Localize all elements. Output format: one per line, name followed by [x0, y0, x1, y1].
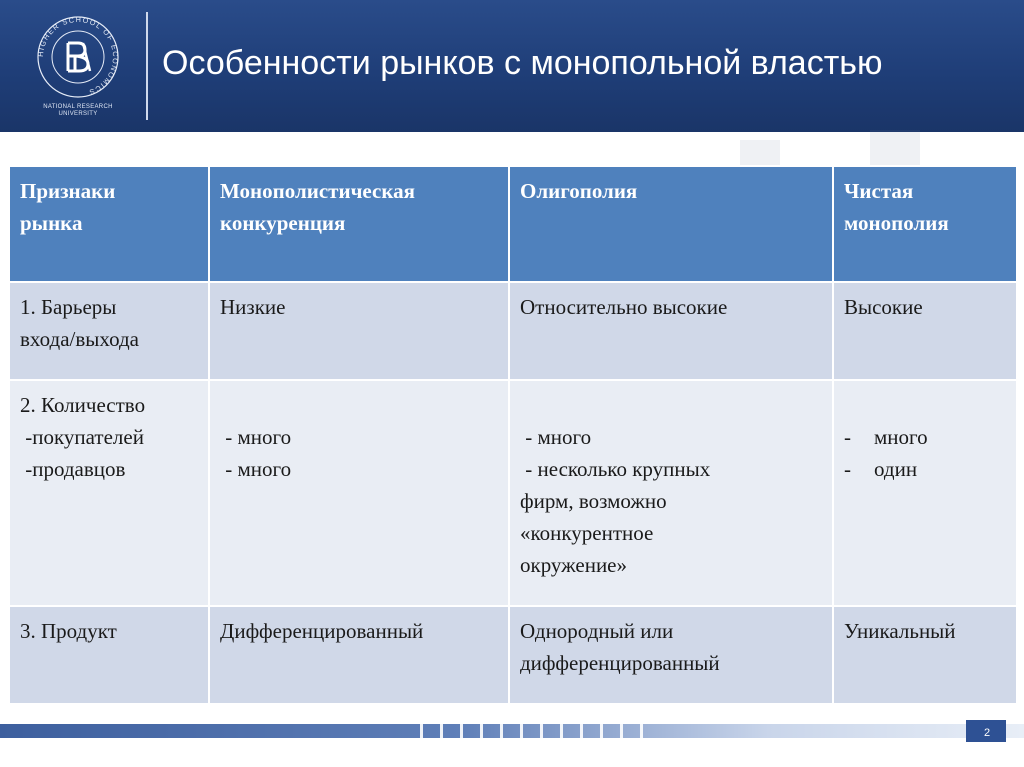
logo-caption-line: NATIONAL RESEARCH	[43, 104, 113, 110]
table-cell	[209, 606, 509, 704]
header-text: Чистая	[844, 179, 914, 203]
cell-text: 2. Количество	[20, 393, 146, 417]
cell-text: -продавцов	[20, 457, 126, 481]
cell-text: - много	[520, 425, 592, 449]
table-cell	[209, 282, 509, 380]
logo-caption	[28, 104, 128, 118]
cell-text: -покупателей	[20, 425, 144, 449]
cell-text: Дифференцированный	[220, 619, 424, 643]
header-cell-monopolistic-competition	[209, 166, 509, 282]
cell-text: много	[874, 425, 928, 449]
cell-text: фирм, возможно	[520, 489, 667, 513]
table-row-quantity	[9, 380, 1017, 606]
header-text: конкуренция	[220, 211, 346, 235]
header-cell-market-features	[9, 166, 209, 282]
cell-spacer	[220, 389, 498, 421]
cell-spacer	[520, 389, 822, 421]
slide-title: Особенности рынков с монопольной властью	[162, 44, 883, 82]
footer-bar	[0, 718, 1024, 746]
table-cell	[509, 380, 833, 606]
cell-text: - много	[220, 425, 292, 449]
page-number: 2	[983, 727, 991, 739]
cell-text: Уникальный	[844, 619, 956, 643]
cell-text: один	[874, 457, 918, 481]
cell-text: 3. Продукт	[20, 619, 117, 643]
logo-emblem-icon	[28, 10, 128, 104]
header-divider	[146, 12, 148, 120]
cell-text: окружение»	[520, 553, 627, 577]
comparison-table	[8, 165, 1018, 705]
table-row-barriers	[9, 282, 1017, 380]
header-text: Олигополия	[520, 179, 638, 203]
row-label-cell	[9, 282, 209, 380]
table-cell	[509, 282, 833, 380]
bullet-dash: -	[844, 457, 851, 481]
cell-text: Относительно высокие	[520, 295, 728, 319]
logo-caption-line: UNIVERSITY	[58, 111, 98, 117]
list-item	[844, 421, 1006, 453]
cell-text: Высокие	[844, 295, 923, 319]
header-text: Признаки	[20, 179, 116, 203]
cell-text: - несколько крупных	[520, 457, 711, 481]
cell-text: 1. Барьеры	[20, 295, 117, 319]
table-cell	[833, 282, 1017, 380]
row-label-cell	[9, 380, 209, 606]
table-cell	[833, 606, 1017, 704]
table-cell	[509, 606, 833, 704]
cell-text: дифференцированный	[520, 651, 720, 675]
list-item	[844, 453, 1006, 485]
header-text: монополия	[844, 211, 949, 235]
cell-text: - много	[220, 457, 292, 481]
hse-logo	[28, 10, 128, 120]
header-cell-oligopoly	[509, 166, 833, 282]
header-text: рынка	[20, 211, 83, 235]
table-header-row	[9, 166, 1017, 282]
table-cell	[209, 380, 509, 606]
cell-text: Низкие	[220, 295, 286, 319]
cell-text: входа/выхода	[20, 327, 139, 351]
bullet-dash: -	[844, 425, 851, 449]
header-text: Монополистическая	[220, 179, 415, 203]
header-cell-pure-monopoly	[833, 166, 1017, 282]
table-cell	[833, 380, 1017, 606]
logo-ring-text: HIGHER SCHOOL OF ECONOMICS	[35, 14, 121, 98]
cell-text: «конкурентное	[520, 521, 654, 545]
cell-text: Однородный или	[520, 619, 674, 643]
table-row-product	[9, 606, 1017, 704]
row-label-cell	[9, 606, 209, 704]
header-banner	[0, 0, 1024, 132]
cell-spacer	[844, 389, 1006, 421]
